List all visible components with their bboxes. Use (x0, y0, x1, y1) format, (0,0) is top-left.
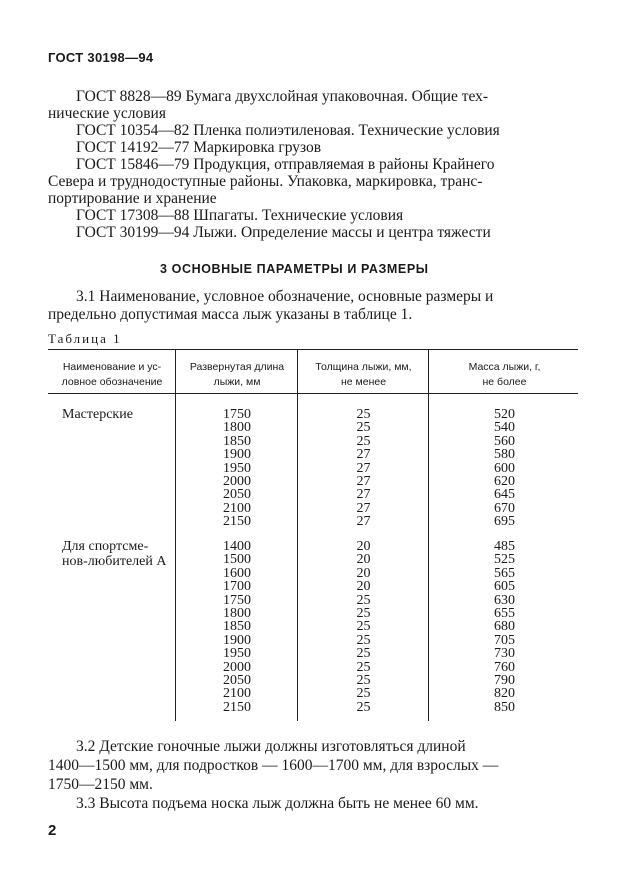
table-cell: 27 (356, 500, 371, 516)
table-cell: 1800 (223, 420, 251, 436)
table-cell: 2000 (223, 659, 251, 675)
table-cell: 27 (356, 487, 371, 503)
group2-mass-column (431, 540, 578, 714)
reference-gost-15846: ГОСТ 15846—79 Продукция, отправляемая в районы Крайнего (76, 156, 495, 173)
table-cell: 1950 (223, 646, 251, 662)
table-cell: 25 (356, 632, 371, 648)
table-header-rule (48, 393, 578, 394)
table-cell: 605 (494, 579, 515, 595)
table-cell: 27 (356, 447, 371, 463)
table-cell: 27 (356, 514, 371, 530)
table-cell: 20 (356, 565, 371, 581)
table-cell: 25 (356, 407, 371, 422)
reference-gost-8828: ГОСТ 8828—89 Бумага двухслойная упаковочная. Общие тех- (76, 88, 489, 105)
table-cell: 580 (494, 447, 515, 463)
table-cell: 600 (494, 460, 515, 476)
reference-gost-15846-cont2: портирование и хранение (48, 190, 217, 207)
paragraph-3-2-line1: 3.2 Детские гоночные лыжи должны изготовляться длиной (76, 738, 466, 755)
table-cell: 1500 (223, 552, 251, 568)
table-cell: 1700 (223, 579, 251, 595)
table-cell: 525 (494, 552, 515, 568)
group1-thickness-column (300, 408, 427, 529)
group2-thickness-column (300, 540, 427, 714)
table-cell: 2150 (223, 514, 251, 530)
table-cell: 1400 (223, 539, 251, 554)
paragraph-3-1-line1: 3.1 Наименование, условное обозначение, основные размеры и (76, 288, 494, 305)
table-cell: 2100 (223, 686, 251, 702)
table-cell: 1850 (223, 619, 251, 635)
reference-gost-8828-cont: нические условия (48, 105, 166, 122)
group-name-masterskie: Мастерские (62, 407, 133, 422)
table-cell: 850 (494, 699, 515, 715)
reference-gost-14192: ГОСТ 14192—77 Маркировка грузов (76, 139, 322, 156)
section-3-title: 3 ОСНОВНЫЕ ПАРАМЕТРЫ И РАЗМЕРЫ (160, 262, 429, 276)
table-col-divider-2 (297, 349, 298, 721)
table-cell: 485 (494, 539, 515, 554)
table-header-name: Наименование и ус- ловное обозначение (61, 361, 163, 388)
table-cell: 1900 (223, 632, 251, 648)
table-cell: 695 (494, 514, 515, 530)
table-cell: 645 (494, 487, 515, 503)
table-cell: 820 (494, 686, 515, 702)
table-cell: 20 (356, 539, 371, 554)
table-cell: 520 (494, 407, 515, 422)
table-cell: 630 (494, 592, 515, 608)
table-header-mass: Масса лыжи, г, не более (468, 361, 541, 388)
reference-gost-30199: ГОСТ 30199—94 Лыжи. Определение массы и центра тяжести (76, 224, 491, 241)
page-number: 2 (48, 822, 57, 839)
document-code-header: ГОСТ 30198—94 (48, 50, 154, 65)
paragraph-3-1-line2: предельно допустимая масса лыж указаны в таблице 1. (48, 306, 413, 323)
table-cell: 560 (494, 433, 515, 449)
reference-gost-15846-cont1: Севера и труднодоступные районы. Упаковка, маркировка, транс- (48, 173, 483, 190)
table-cell: 620 (494, 474, 515, 490)
paragraph-3-2-line2: 1400—1500 мм, для подростков — 1600—1700 мм, для взрослых — (48, 757, 499, 774)
table-cell: 1900 (223, 447, 251, 463)
table-cell: 705 (494, 632, 515, 648)
table-cell: 2150 (223, 699, 251, 715)
table-col-divider-1 (175, 349, 176, 721)
table-cell: 27 (356, 474, 371, 490)
table-cell: 760 (494, 659, 515, 675)
table-caption: Таблица 1 (48, 331, 122, 346)
table-cell: 25 (356, 420, 371, 436)
table-cell: 2100 (223, 500, 251, 516)
table-cell: 2050 (223, 487, 251, 503)
table-cell: 655 (494, 606, 515, 622)
table-cell: 25 (356, 699, 371, 715)
table-top-rule (48, 349, 578, 350)
group1-lengths-column (178, 408, 296, 529)
table-cell: 25 (356, 619, 371, 635)
table-cell: 1950 (223, 460, 251, 476)
table-header-thickness: Толщина лыжи, мм, не менее (315, 361, 412, 388)
reference-gost-10354: ГОСТ 10354—82 Пленка полиэтиленовая. Технические условия (76, 122, 500, 139)
paragraph-3-2-line3: 1750—2150 мм. (48, 776, 153, 793)
table-cell: 540 (494, 420, 515, 436)
table-cell: 25 (356, 686, 371, 702)
table-cell: 2000 (223, 474, 251, 490)
table-cell: 730 (494, 646, 515, 662)
table-cell: 2050 (223, 673, 251, 689)
table-cell: 680 (494, 619, 515, 635)
table-cell: 20 (356, 579, 371, 595)
table-cell: 670 (494, 500, 515, 516)
table-cell: 790 (494, 673, 515, 689)
table-cell: 25 (356, 433, 371, 449)
table-cell: 20 (356, 552, 371, 568)
table-col-divider-3 (428, 349, 429, 721)
table-cell: 25 (356, 659, 371, 675)
table-cell: 565 (494, 565, 515, 581)
table-cell: 25 (356, 673, 371, 689)
table-cell: 27 (356, 460, 371, 476)
group1-mass-column (431, 408, 578, 529)
table-cell: 1750 (223, 592, 251, 608)
table-cell: 1850 (223, 433, 251, 449)
table-cell: 1800 (223, 606, 251, 622)
table-cell: 1750 (223, 407, 251, 422)
table-cell: 25 (356, 606, 371, 622)
table-cell: 25 (356, 646, 371, 662)
paragraph-3-3: 3.3 Высота подъема носка лыж должна быть не менее 60 мм. (76, 795, 479, 812)
group-name-amateur-a: Для спортсме- нов-любителей А (62, 539, 167, 569)
table-cell: 1600 (223, 565, 251, 581)
table-header-length: Развернутая длина лыжи, мм (189, 361, 285, 388)
table-cell: 25 (356, 592, 371, 608)
reference-gost-17308: ГОСТ 17308—88 Шпагаты. Технические условия (76, 207, 404, 224)
group2-lengths-column (178, 540, 296, 714)
